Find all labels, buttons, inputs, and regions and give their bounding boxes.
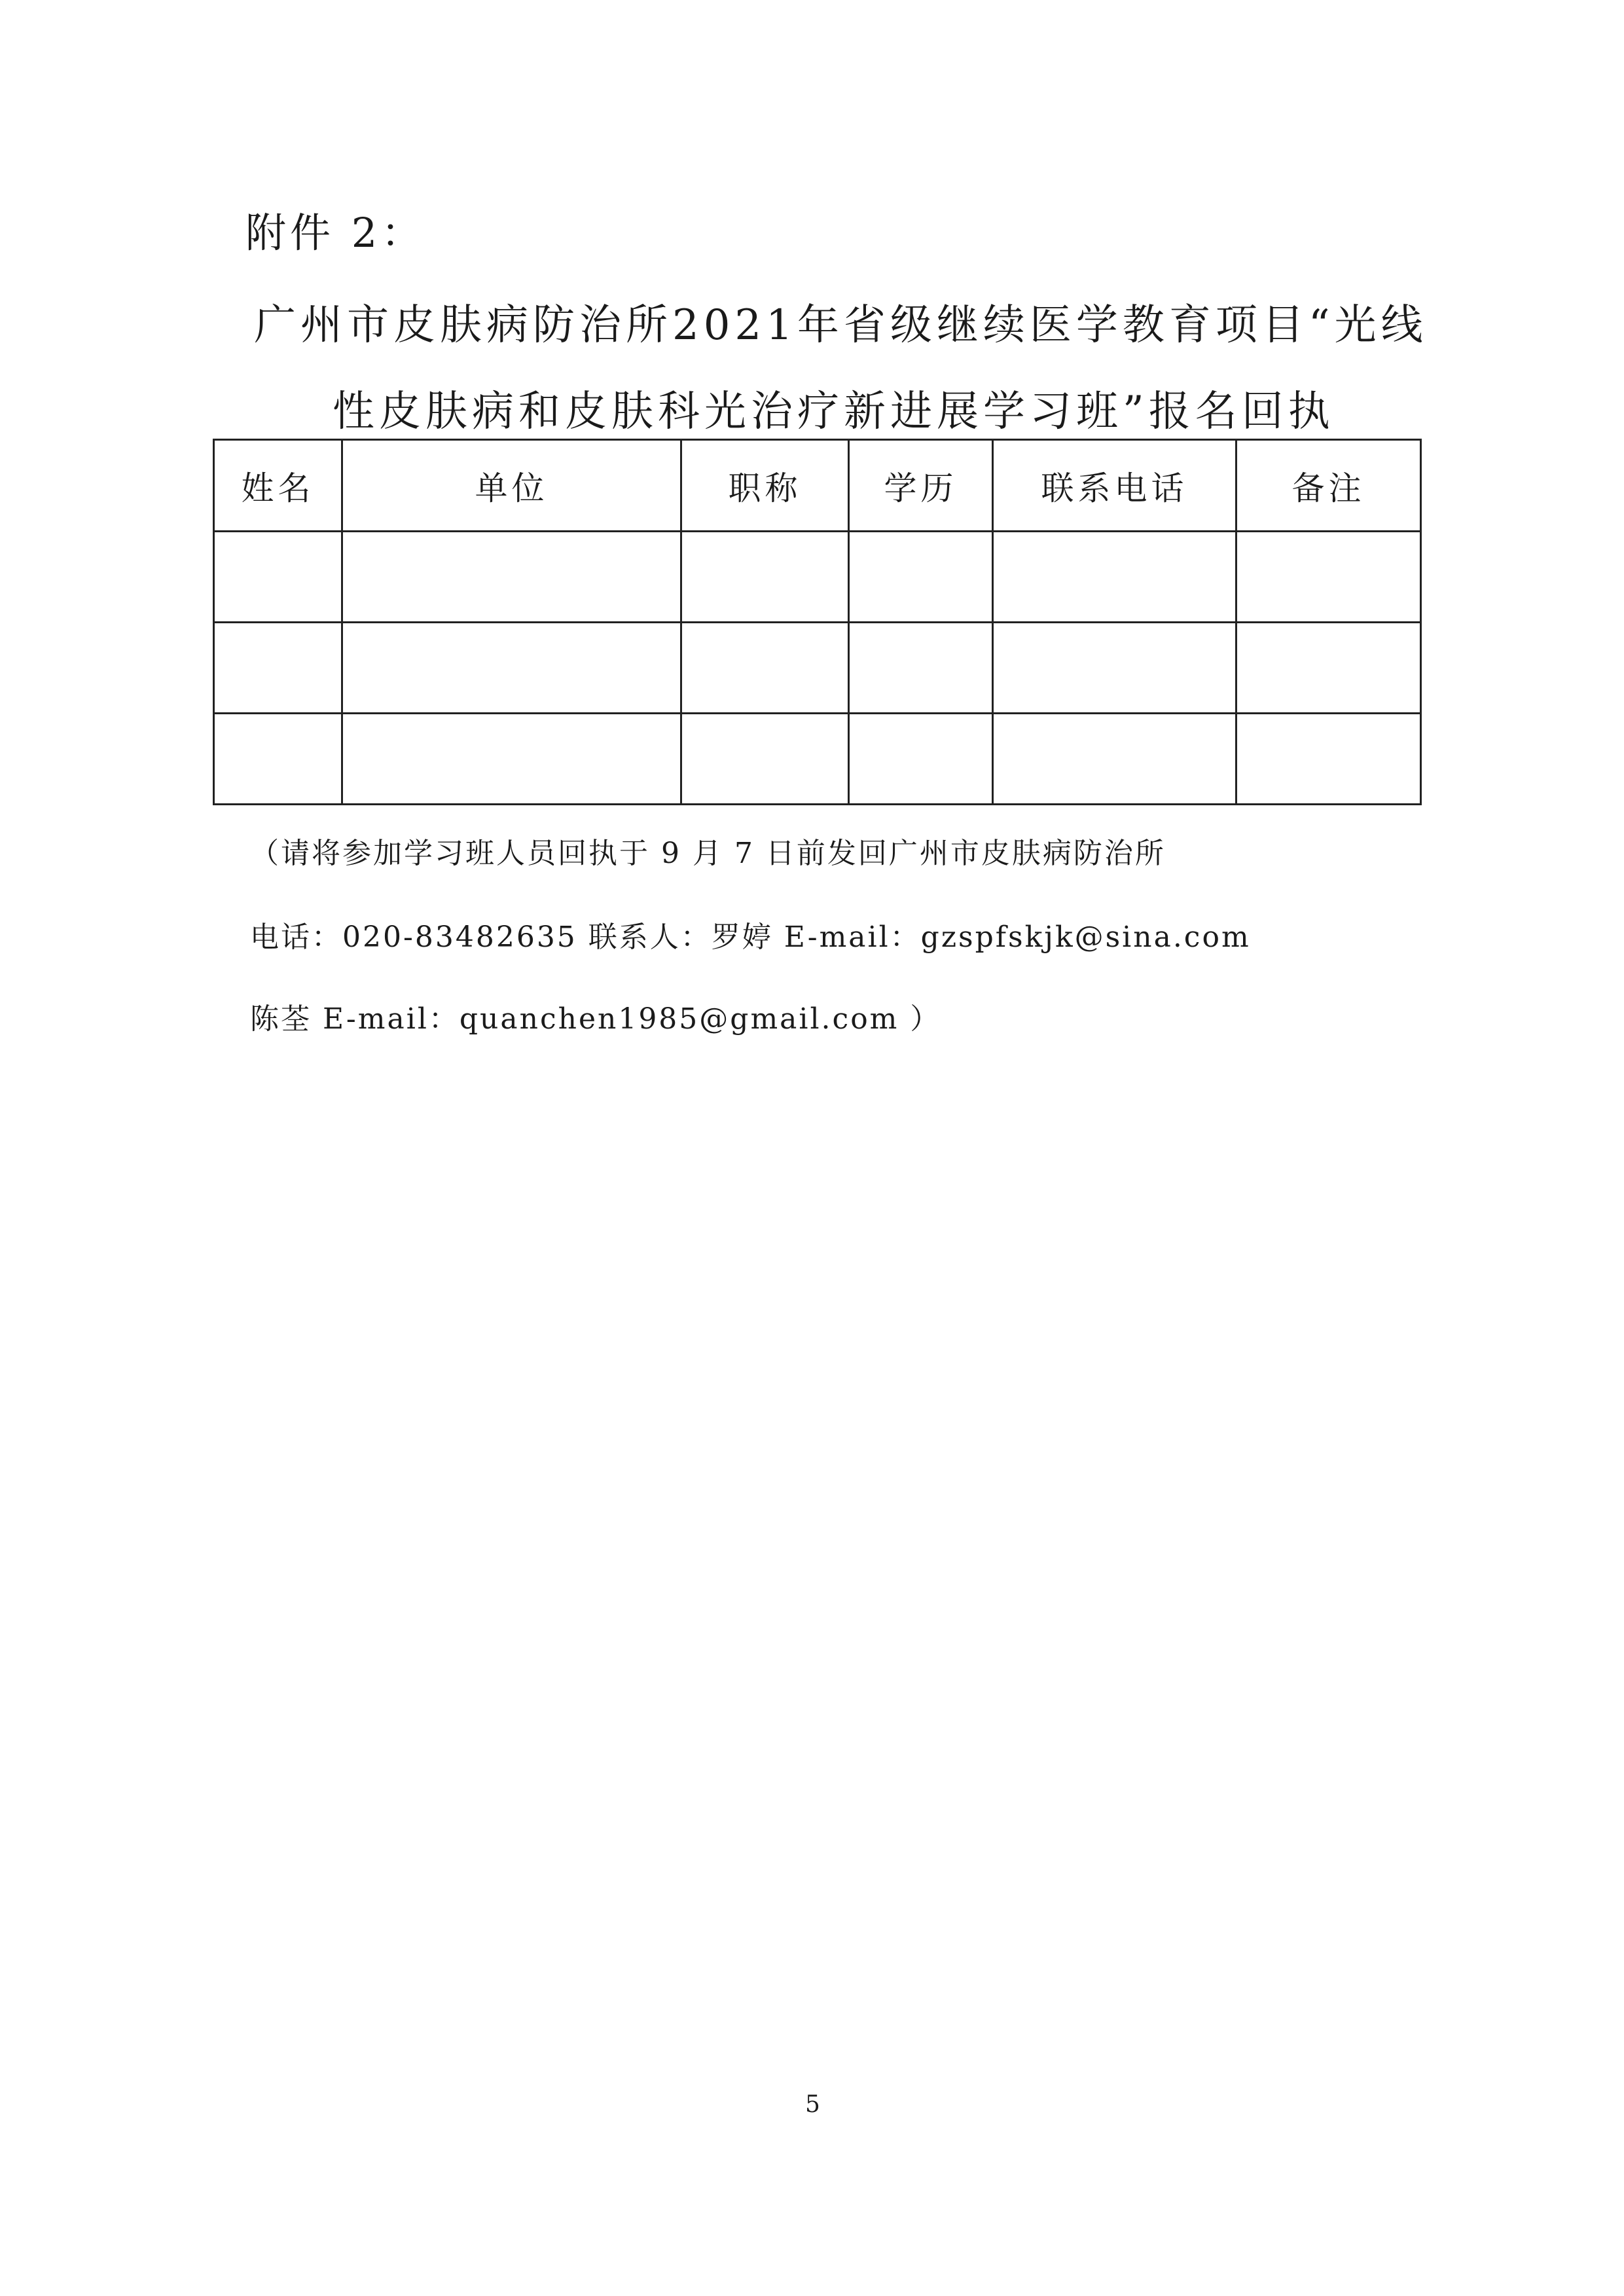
table-cell bbox=[849, 714, 993, 805]
table-cell bbox=[342, 714, 681, 805]
table-cell bbox=[849, 623, 993, 714]
table-cell bbox=[849, 532, 993, 623]
table-cell bbox=[993, 714, 1236, 805]
table-cell bbox=[993, 623, 1236, 714]
header-title: 职称 bbox=[681, 440, 849, 532]
header-remarks: 备注 bbox=[1236, 440, 1421, 532]
table-cell bbox=[214, 623, 342, 714]
note-line-1: （请将参加学习班人员回执于 9 月 7 日前发回广州市皮肤病防治所 bbox=[250, 837, 1166, 870]
table-cell bbox=[681, 714, 849, 805]
table-cell bbox=[342, 532, 681, 623]
table-row bbox=[214, 714, 1421, 805]
table-cell bbox=[681, 623, 849, 714]
note-line-2: 电话：020-83482635 联系人：罗婷 E-mail：gzspfskjk@sina.com bbox=[250, 920, 1251, 954]
attachment-label: 附件 2： bbox=[245, 209, 426, 257]
table-cell bbox=[214, 532, 342, 623]
table-cell bbox=[1236, 714, 1421, 805]
table-cell bbox=[1236, 623, 1421, 714]
table-row bbox=[214, 532, 1421, 623]
header-unit: 单位 bbox=[342, 440, 681, 532]
table-cell bbox=[1236, 532, 1421, 623]
table-row bbox=[214, 623, 1421, 714]
header-phone: 联系电话 bbox=[993, 440, 1236, 532]
table-header-row bbox=[214, 440, 1421, 532]
note-line-3: 陈荃 E-mail：quanchen1985@gmail.com ） bbox=[250, 1002, 941, 1036]
registration-table bbox=[213, 439, 1422, 805]
title-line-1: 广州市皮肤病防治所2021年省级继续医学教育项目“光线 bbox=[254, 301, 1428, 350]
page-number: 5 bbox=[805, 2091, 820, 2118]
table-cell bbox=[681, 532, 849, 623]
table-cell bbox=[993, 532, 1236, 623]
header-name: 姓名 bbox=[214, 440, 342, 532]
header-education: 学历 bbox=[849, 440, 993, 532]
title-line-2: 性皮肤病和皮肤科光治疗新进展学习班”报名回执 bbox=[333, 388, 1335, 436]
table-cell bbox=[214, 714, 342, 805]
table-cell bbox=[342, 623, 681, 714]
